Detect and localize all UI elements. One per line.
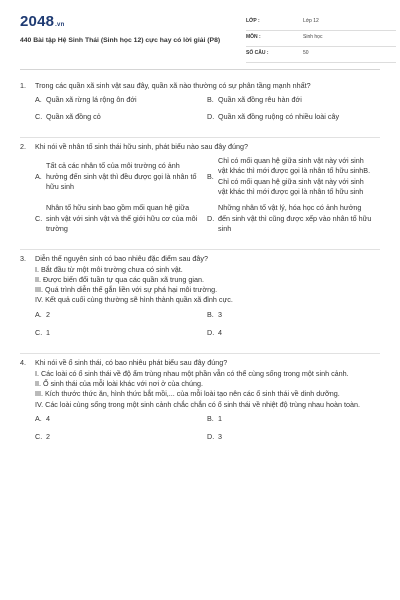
answer-option[interactable] [35, 310, 207, 320]
document-meta [246, 17, 396, 65]
statement-list [20, 369, 380, 410]
option-text: 2 [46, 432, 50, 442]
answer-options [20, 414, 380, 443]
option-letter: A. [35, 95, 42, 105]
meta-row-class [246, 17, 396, 31]
document-title: 440 Bài tập Hệ Sinh Thái (Sinh học 12) cực hay có lời giải (P8) [20, 37, 221, 44]
option-text: 1 [46, 328, 50, 338]
statement: II. Được biến đổi tuần tự qua các quần xã trung gian. [35, 274, 204, 284]
logo-suffix: .vn [55, 22, 65, 28]
option-letter: D. [207, 111, 215, 121]
option-letter: A. [35, 413, 42, 423]
meta-key: MÔN : [246, 34, 261, 40]
question-1 [20, 72, 380, 133]
document-header [20, 13, 380, 65]
option-text: 3 [218, 309, 222, 319]
site-logo[interactable] [20, 13, 64, 30]
option-text: Quần xã đồng ruộng có nhiều loài cây [218, 111, 340, 121]
option-text: Nhân tố hữu sinh bao gồm mối quan hệ giữa sinh vật với sinh vật và thế giới hữu cơ của môi trường [46, 203, 198, 233]
answer-option[interactable] [35, 112, 207, 122]
option-text: Quần xã rừng lá rộng ôn đới [46, 95, 137, 105]
option-text: 4 [218, 328, 222, 338]
answer-option[interactable] [35, 414, 207, 424]
statement-list [20, 265, 380, 306]
answer-option[interactable] [207, 156, 379, 197]
statement: IV. Kết quả cuối cùng thường sẽ hình thành quần xã đỉnh cực. [35, 295, 233, 305]
option-letter: C. [35, 111, 43, 121]
answer-option[interactable] [207, 310, 379, 320]
statement: I. Bắt đầu từ một môi trường chưa có sinh vật. [35, 264, 183, 274]
meta-value: Sinh học [303, 34, 323, 40]
meta-key: SỐ CÂU : [246, 50, 269, 56]
answer-option[interactable] [207, 112, 379, 122]
question-3 [20, 245, 380, 349]
answer-option[interactable] [207, 432, 379, 442]
statement: I. Các loài có ổ sinh thái về độ ẩm trùng nhau một phần vẫn có thể cùng sống trong một sinh cảnh. [35, 368, 349, 378]
answer-options [20, 95, 380, 122]
option-letter: D. [207, 432, 215, 442]
option-letter: B. [207, 413, 214, 423]
statement: IV. Các loài cùng sống trong một sinh cảnh chắc chắn có ổ sinh thái về nhiệt độ trùng nhau hoàn toàn. [35, 399, 360, 409]
answer-option[interactable] [35, 203, 207, 234]
answer-options [20, 156, 380, 234]
answer-option[interactable] [35, 95, 207, 105]
meta-row-subject [246, 33, 396, 47]
option-text: Những nhân tố vật lý, hóa học có ảnh hưởng đến sinh vật thì cũng được xếp vào nhân tố hữu sinh [218, 203, 372, 233]
option-letter: C. [35, 328, 43, 338]
answer-option[interactable] [207, 414, 379, 424]
question-text: Trong các quần xã sinh vật sau đây, quần xã nào thường có sự phân tầng mạnh nhất? [35, 81, 311, 90]
question-2 [20, 133, 380, 245]
question-text: Khi nói về nhân tố sinh thái hữu sinh, phát biểu nào sau đây đúng? [35, 141, 249, 151]
option-letter: D. [207, 328, 215, 338]
option-letter: C. [35, 432, 43, 442]
answer-option[interactable] [207, 328, 379, 338]
meta-row-count [246, 49, 396, 63]
question-number: 3. [20, 254, 26, 264]
answer-option[interactable] [35, 432, 207, 442]
statement: III. Quá trình diễn thế gắn liền với sự phá hại môi trường. [35, 285, 218, 295]
option-text: Quần xã đồng cỏ [46, 111, 101, 121]
question-number: 4. [20, 358, 26, 368]
answer-options [20, 310, 380, 339]
question-text: Khi nói về ổ sinh thái, có bao nhiêu phát biểu sau đây đúng? [35, 358, 228, 368]
question-list [20, 72, 380, 442]
option-letter: D. [207, 213, 215, 223]
statement: III. Kích thước thức ăn, hình thức bắt mồi,... của mỗi loài tạo nên các ổ sinh thái về dinh dưỡng. [35, 389, 340, 399]
statement: II. Ổ sinh thái của mỗi loài khác với nơi ở của chúng. [35, 378, 203, 388]
question-4 [20, 349, 380, 442]
option-letter: C. [35, 213, 43, 223]
question-stem [20, 254, 380, 264]
question-stem [20, 142, 380, 152]
question-stem [20, 81, 380, 91]
header-divider [20, 69, 380, 70]
option-text: Tất cả các nhân tố của môi trường có ảnh hưởng đến sinh vật thì đều được gọi là nhân tố hữu sinh [46, 161, 197, 191]
meta-key: LỚP : [246, 18, 260, 24]
option-letter: A. [35, 309, 42, 319]
logo-text: 2048 [20, 13, 55, 30]
option-text: Quần xã đồng rêu hàn đới [218, 95, 302, 105]
option-letter: B. [207, 171, 214, 181]
answer-option[interactable] [35, 156, 207, 197]
answer-option[interactable] [35, 328, 207, 338]
meta-value: Lớp 12 [303, 18, 319, 24]
option-text: 3 [218, 432, 222, 442]
option-letter: A. [35, 171, 42, 181]
option-text: 4 [46, 413, 50, 423]
question-number: 1. [20, 81, 26, 90]
answer-option[interactable] [207, 95, 379, 105]
option-letter: B. [207, 95, 214, 105]
option-text: 2 [46, 309, 50, 319]
question-text: Diễn thế nguyên sinh có bao nhiêu đặc điểm sau đây? [35, 254, 209, 264]
option-text: Chỉ có mối quan hệ giữa sinh vật này với sinh vật khác thì mới được gọi là nhân tố hữu sinhB. Chỉ có mối quan hệ giữa sinh vật này với sinh vật khác thì mới được gọi là nhân tố hữu sinh [218, 156, 371, 197]
option-text: 1 [218, 413, 222, 423]
meta-value: 50 [303, 50, 309, 56]
option-letter: B. [207, 309, 214, 319]
answer-option[interactable] [207, 203, 379, 234]
question-number: 2. [20, 141, 26, 151]
question-stem [20, 358, 380, 368]
